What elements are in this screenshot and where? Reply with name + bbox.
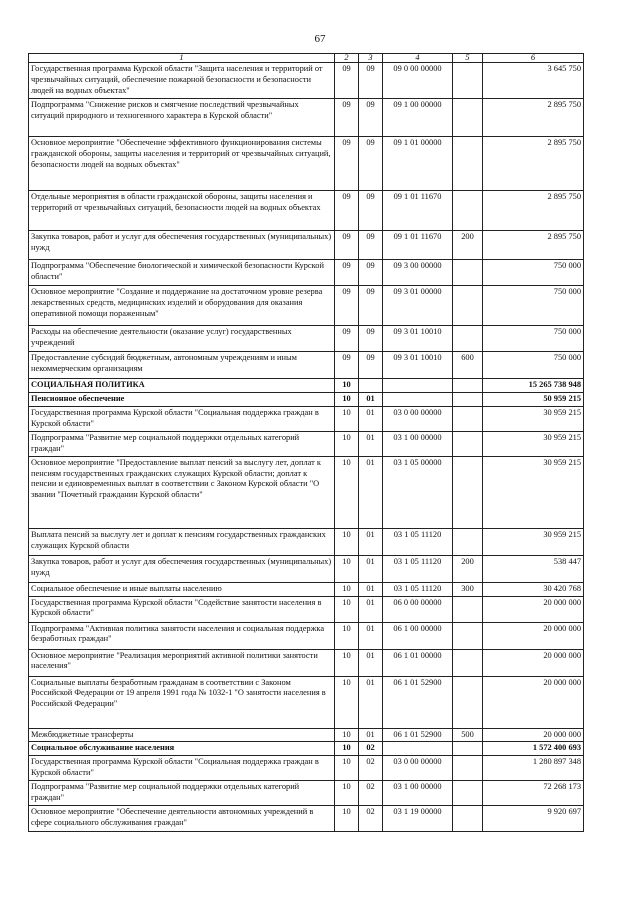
table-row (29, 231, 584, 260)
row-expense-type-cell (453, 191, 483, 231)
row-name-cell: Государственная программа Курской области "Социальная поддержка граждан в Курской области" (29, 756, 335, 781)
row-name-cell: Выплата пенсий за выслугу лет и доплат к пенсиям государственных гражданских служащих Курской области (29, 528, 335, 555)
table-row (29, 781, 584, 806)
row-section-cell: 09 (335, 352, 359, 379)
row-expense-type-cell (453, 326, 483, 352)
budget-table (28, 53, 584, 832)
row-subsection-cell: 01 (359, 596, 383, 622)
table-row (29, 326, 584, 352)
row-section-cell: 10 (335, 456, 359, 528)
row-amount-cell: 20 000 000 (483, 728, 584, 742)
row-name-cell: Социальные выплаты безработным гражданам в соответствии с Законом Российской Федерации от 19 апреля 1991 года № 1032-1 "О занятости населения в Российской Федерации" (29, 676, 335, 728)
row-section-cell: 09 (335, 63, 359, 99)
row-name-cell: Подпрограмма "Развитие мер социальной поддержки отдельных категорий граждан" (29, 431, 335, 456)
row-target-article-cell: 09 3 00 00000 (383, 260, 453, 286)
row-subsection-cell: 09 (359, 191, 383, 231)
row-name-cell: Предоставление субсидий бюджетным, автономным учреждениям и иным некоммерческим организациям (29, 352, 335, 379)
row-amount-cell: 750 000 (483, 326, 584, 352)
row-subsection-cell: 01 (359, 676, 383, 728)
row-section-cell: 10 (335, 622, 359, 649)
row-amount-cell: 538 447 (483, 555, 584, 582)
row-subsection-cell: 09 (359, 63, 383, 99)
row-amount-cell: 50 959 215 (483, 393, 584, 407)
row-subsection-cell: 09 (359, 137, 383, 191)
row-target-article-cell: 03 1 05 00000 (383, 456, 453, 528)
row-amount-cell: 750 000 (483, 260, 584, 286)
table-row (29, 137, 584, 191)
row-target-article-cell (383, 393, 453, 407)
row-section-cell: 09 (335, 191, 359, 231)
row-subsection-cell: 09 (359, 352, 383, 379)
row-expense-type-cell (453, 431, 483, 456)
row-target-article-cell: 09 1 01 11670 (383, 191, 453, 231)
row-section-cell: 09 (335, 326, 359, 352)
row-target-article-cell: 03 1 00 00000 (383, 431, 453, 456)
row-target-article-cell: 09 1 01 11670 (383, 231, 453, 260)
row-amount-cell: 20 000 000 (483, 649, 584, 676)
row-expense-type-cell: 200 (453, 555, 483, 582)
row-expense-type-cell (453, 649, 483, 676)
table-row (29, 393, 584, 407)
row-subsection-cell: 01 (359, 582, 383, 596)
row-subsection-cell: 02 (359, 742, 383, 756)
row-subsection-cell: 01 (359, 406, 383, 431)
table-row (29, 260, 584, 286)
row-name-cell: Государственная программа Курской области "Содействие занятости населения в Курской области" (29, 596, 335, 622)
row-name-cell: Межбюджетные трансферты (29, 728, 335, 742)
row-section-cell: 10 (335, 676, 359, 728)
table-row (29, 649, 584, 676)
row-expense-type-cell: 600 (453, 352, 483, 379)
row-section-cell: 10 (335, 393, 359, 407)
row-subsection-cell: 01 (359, 393, 383, 407)
row-expense-type-cell (453, 286, 483, 326)
table-row (29, 728, 584, 742)
row-section-cell: 10 (335, 596, 359, 622)
row-target-article-cell: 03 1 05 11120 (383, 528, 453, 555)
row-target-article-cell: 09 3 01 00000 (383, 286, 453, 326)
table-row (29, 742, 584, 756)
row-expense-type-cell (453, 99, 483, 137)
column-header-name: 1 (29, 54, 335, 63)
page-number: 67 (314, 33, 326, 45)
row-name-cell: Государственная программа Курской области "Социальная поддержка граждан в Курской области" (29, 406, 335, 431)
row-expense-type-cell: 500 (453, 728, 483, 742)
row-target-article-cell: 06 1 01 00000 (383, 649, 453, 676)
row-target-article-cell: 03 0 00 00000 (383, 406, 453, 431)
table-row (29, 676, 584, 728)
table-row (29, 286, 584, 326)
row-subsection-cell: 01 (359, 528, 383, 555)
row-name-cell: Основное мероприятие "Обеспечение эффективного функционирования системы гражданской обороны, защиты населения и территорий от чрезвычайных ситуаций, безопасности людей на водных объектах" (29, 137, 335, 191)
row-target-article-cell: 09 0 00 00000 (383, 63, 453, 99)
row-target-article-cell: 09 3 01 10010 (383, 352, 453, 379)
row-target-article-cell: 09 1 01 00000 (383, 137, 453, 191)
row-amount-cell: 2 895 750 (483, 231, 584, 260)
row-name-cell: Социальное обслуживание населения (29, 742, 335, 756)
row-subsection-cell: 01 (359, 456, 383, 528)
row-section-cell: 10 (335, 756, 359, 781)
row-target-article-cell: 06 1 00 00000 (383, 622, 453, 649)
row-expense-type-cell (453, 456, 483, 528)
row-amount-cell: 750 000 (483, 286, 584, 326)
row-amount-cell: 750 000 (483, 352, 584, 379)
row-amount-cell: 20 000 000 (483, 622, 584, 649)
table-row (29, 756, 584, 781)
row-target-article-cell (383, 742, 453, 756)
table-row (29, 582, 584, 596)
column-header-subsection: 3 (359, 54, 383, 63)
row-section-cell: 09 (335, 137, 359, 191)
column-number-header (29, 54, 584, 63)
table-row (29, 431, 584, 456)
row-amount-cell: 30 420 768 (483, 582, 584, 596)
table-row (29, 352, 584, 379)
table-row (29, 528, 584, 555)
row-amount-cell: 20 000 000 (483, 676, 584, 728)
row-amount-cell: 30 959 215 (483, 431, 584, 456)
row-expense-type-cell (453, 260, 483, 286)
row-expense-type-cell (453, 596, 483, 622)
row-subsection-cell: 01 (359, 555, 383, 582)
row-target-article-cell: 09 3 01 10010 (383, 326, 453, 352)
row-subsection-cell: 01 (359, 622, 383, 649)
row-section-cell: 10 (335, 742, 359, 756)
row-amount-cell: 9 920 697 (483, 806, 584, 832)
row-expense-type-cell (453, 756, 483, 781)
row-subsection-cell: 09 (359, 231, 383, 260)
row-expense-type-cell: 300 (453, 582, 483, 596)
row-section-cell: 10 (335, 582, 359, 596)
row-amount-cell: 1 572 400 693 (483, 742, 584, 756)
row-name-cell: Подпрограмма "Обеспечение биологической и химической безопасности Курской области" (29, 260, 335, 286)
row-amount-cell: 2 895 750 (483, 137, 584, 191)
row-subsection-cell: 01 (359, 431, 383, 456)
column-header-target-article: 4 (383, 54, 453, 63)
row-name-cell: Основное мероприятие "Предоставление выплат пенсий за выслугу лет, доплат к пенсиям государственных гражданских служащих Курской области; доплат к пенсии и единовременных выплат в соответствии с Законом Курской области "О звании "Почетный гражданин Курской области" (29, 456, 335, 528)
table-row (29, 456, 584, 528)
table-row (29, 622, 584, 649)
row-amount-cell: 30 959 215 (483, 406, 584, 431)
row-section-cell: 09 (335, 286, 359, 326)
row-name-cell: Пенсионное обеспечение (29, 393, 335, 407)
row-subsection-cell (359, 379, 383, 393)
row-section-cell: 10 (335, 806, 359, 832)
row-expense-type-cell (453, 406, 483, 431)
row-name-cell: Расходы на обеспечение деятельности (оказание услуг) государственных учреждений (29, 326, 335, 352)
row-expense-type-cell (453, 676, 483, 728)
row-expense-type-cell (453, 742, 483, 756)
row-target-article-cell: 03 1 00 00000 (383, 781, 453, 806)
row-section-cell: 10 (335, 379, 359, 393)
row-subsection-cell: 02 (359, 806, 383, 832)
row-subsection-cell: 09 (359, 99, 383, 137)
row-expense-type-cell (453, 393, 483, 407)
row-section-cell: 09 (335, 231, 359, 260)
row-name-cell: Основное мероприятие "Создание и поддержание на достаточном уровне резерва лекарственных средств, медицинских изделий и оборудования для оказания оперативной помощи пораженным" (29, 286, 335, 326)
row-expense-type-cell (453, 806, 483, 832)
row-subsection-cell: 01 (359, 649, 383, 676)
row-section-cell: 10 (335, 555, 359, 582)
table-row (29, 63, 584, 99)
row-name-cell: Основное мероприятие "Обеспечение деятельности автономных учреждений в сфере социального обслуживания граждан" (29, 806, 335, 832)
column-header-amount: 6 (483, 54, 584, 63)
row-name-cell: Подпрограмма "Развитие мер социальной поддержки отдельных категорий граждан" (29, 781, 335, 806)
row-target-article-cell: 09 1 00 00000 (383, 99, 453, 137)
row-amount-cell: 72 268 173 (483, 781, 584, 806)
table-row (29, 406, 584, 431)
row-amount-cell: 2 895 750 (483, 191, 584, 231)
row-name-cell: Социальное обеспечение и иные выплаты населению (29, 582, 335, 596)
row-name-cell: Отдельные мероприятия в области гражданской обороны, защиты населения и территорий от чрезвычайных ситуаций, безопасности людей на водных объектах (29, 191, 335, 231)
row-section-cell: 10 (335, 649, 359, 676)
row-section-cell: 10 (335, 528, 359, 555)
row-target-article-cell: 03 0 00 00000 (383, 756, 453, 781)
row-subsection-cell: 02 (359, 756, 383, 781)
row-name-cell: Основное мероприятие "Реализация мероприятий активной политики занятости населения" (29, 649, 335, 676)
row-target-article-cell (383, 379, 453, 393)
row-amount-cell: 3 645 750 (483, 63, 584, 99)
row-amount-cell: 2 895 750 (483, 99, 584, 137)
table-row (29, 191, 584, 231)
row-subsection-cell: 02 (359, 781, 383, 806)
row-expense-type-cell (453, 63, 483, 99)
table-row (29, 379, 584, 393)
row-target-article-cell: 03 1 05 11120 (383, 582, 453, 596)
row-name-cell: Государственная программа Курской области "Защита населения и территорий от чрезвычайных ситуаций, обеспечение пожарной безопасности и безопасности людей на водных объектах" (29, 63, 335, 99)
table-row (29, 596, 584, 622)
row-expense-type-cell (453, 781, 483, 806)
column-header-expense-type: 5 (453, 54, 483, 63)
row-name-cell: Закупка товаров, работ и услуг для обеспечения государственных (муниципальных) нужд (29, 555, 335, 582)
row-amount-cell: 15 265 738 948 (483, 379, 584, 393)
row-name-cell: Подпрограмма "Активная политика занятости населения и социальная поддержка безработных граждан" (29, 622, 335, 649)
row-amount-cell: 20 000 000 (483, 596, 584, 622)
table-row (29, 555, 584, 582)
row-target-article-cell: 03 1 05 11120 (383, 555, 453, 582)
column-header-section: 2 (335, 54, 359, 63)
row-amount-cell: 1 280 897 348 (483, 756, 584, 781)
row-name-cell: Подпрограмма "Снижение рисков и смягчение последствий чрезвычайных ситуаций природного и техногенного характера в Курской области" (29, 99, 335, 137)
table-row (29, 806, 584, 832)
row-expense-type-cell (453, 622, 483, 649)
row-expense-type-cell (453, 528, 483, 555)
row-subsection-cell: 09 (359, 260, 383, 286)
row-amount-cell: 30 959 215 (483, 528, 584, 555)
row-target-article-cell: 06 1 01 52900 (383, 728, 453, 742)
row-name-cell: СОЦИАЛЬНАЯ ПОЛИТИКА (29, 379, 335, 393)
row-subsection-cell: 09 (359, 286, 383, 326)
row-section-cell: 09 (335, 99, 359, 137)
row-amount-cell: 30 959 215 (483, 456, 584, 528)
row-section-cell: 10 (335, 728, 359, 742)
row-section-cell: 10 (335, 781, 359, 806)
row-subsection-cell: 09 (359, 326, 383, 352)
row-expense-type-cell (453, 137, 483, 191)
row-subsection-cell: 01 (359, 728, 383, 742)
row-target-article-cell: 06 1 01 52900 (383, 676, 453, 728)
table-row (29, 99, 584, 137)
row-section-cell: 09 (335, 260, 359, 286)
row-expense-type-cell (453, 379, 483, 393)
row-target-article-cell: 03 1 19 00000 (383, 806, 453, 832)
row-section-cell: 10 (335, 431, 359, 456)
row-name-cell: Закупка товаров, работ и услуг для обеспечения государственных (муниципальных) нужд (29, 231, 335, 260)
row-expense-type-cell: 200 (453, 231, 483, 260)
row-target-article-cell: 06 0 00 00000 (383, 596, 453, 622)
row-section-cell: 10 (335, 406, 359, 431)
